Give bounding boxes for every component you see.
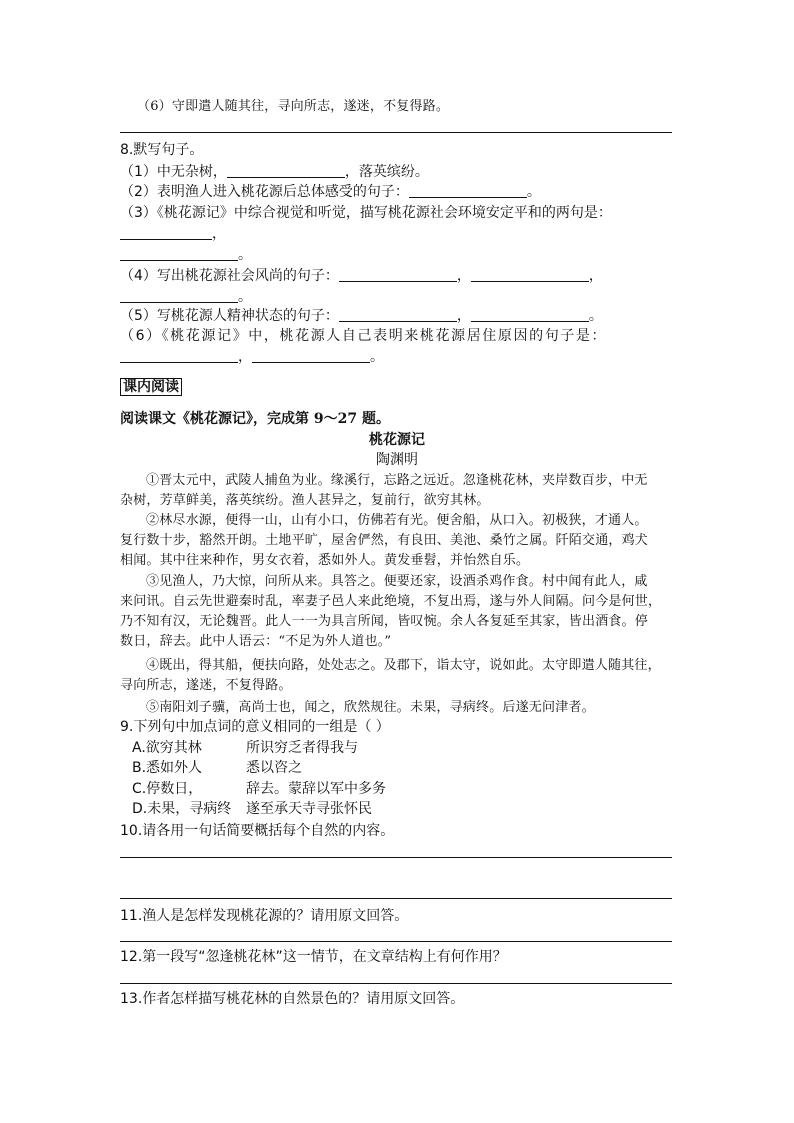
q11-stem: 11.渔人是怎样发现桃花源的？请用原文回答。 <box>120 908 409 924</box>
q8-s5-blank1[interactable] <box>339 307 457 322</box>
q9-option-d-right: 遂至承天寺寻张怀民 <box>246 801 372 817</box>
q8-s3-prompt: （3）《桃花源记》中综合视觉和听觉，描写桃花源社会环境安定平和的两句是： <box>120 205 612 221</box>
q9-option-d-left: D.未果，寻病终 <box>132 801 232 817</box>
q9-option-b-left: B.悉如外人 <box>132 760 203 776</box>
q8-s5 <box>120 306 603 326</box>
section-label-text: 课内阅读 <box>120 378 182 396</box>
q8-s6-prompt: （6）《桃花源记》中，桃花源人自己表明来桃花源居住原因的句子是： <box>120 328 608 344</box>
q8-s3-line1 <box>120 224 226 244</box>
q8-s5-prefix: （5）写桃花源人精神状态的句子： <box>120 308 339 324</box>
q9-option-c-left: C.停数日， <box>132 781 203 797</box>
q9-option-a-right: 所识穷乏者得我与 <box>246 740 358 756</box>
q8-s3-line2 <box>120 245 252 265</box>
q8-s4-blank3[interactable] <box>120 288 238 303</box>
q8-s5-comma: ， <box>456 308 471 324</box>
passage-p1-line2: 杂树，芳草鲜美，落英缤纷。渔人甚异之，复前行，欲穷其林。 <box>120 493 490 508</box>
q8-s6-blank1[interactable] <box>120 348 238 363</box>
passage-p2-line1: ②林尽水源，便得一山，山有小口，仿佛若有光。便舍船，从口入。初极狭，才通人。 <box>146 513 648 528</box>
q10-stem: 10.请各用一句话简要概括每个自然的内容。 <box>120 823 395 839</box>
q8-s3-blank2[interactable] <box>120 246 238 261</box>
q8-s4-prefix: （4）写出桃花源社会风尚的句子： <box>120 268 339 284</box>
q8-s2-prefix: （2）表明渔人进入桃花源后总体感受的句子： <box>120 184 409 200</box>
q8-s3-blank1[interactable] <box>120 225 212 240</box>
q8-s5-end: 。 <box>588 308 603 324</box>
q9-option-d[interactable] <box>132 799 372 819</box>
q9-option-c[interactable] <box>132 779 386 799</box>
q12-answer-line[interactable] <box>120 983 672 984</box>
q8-s3-end: 。 <box>238 247 252 263</box>
passage-p3-line4: 数日，辞去。此中人语云：“不足为外人道也。” <box>120 634 392 649</box>
q8-s5-blank2[interactable] <box>471 307 589 322</box>
q9-stem: 9.下列句中加点词的意义相同的一组是（ ） <box>120 719 390 735</box>
section-label <box>120 377 182 397</box>
q8-title: 8.默写句子。 <box>120 142 204 158</box>
q8-s4-end: 。 <box>238 289 252 305</box>
q9-option-a-left: A.欲穷其林 <box>132 740 202 756</box>
passage-p2-line2: 复行数十步，豁然开朗。土地平旷，屋舍俨然，有良田、美池、桑竹之属。阡陌交通，鸡犬 <box>120 533 649 548</box>
q11-answer-line[interactable] <box>120 941 672 942</box>
passage-title: 桃花源记 <box>369 432 425 448</box>
reading-intro: 阅读课文《桃花源记》，完成第 9～27 题。 <box>120 411 390 427</box>
q8-s4-line2 <box>120 287 252 307</box>
q8-s1-prefix: （1）中无杂树， <box>120 164 227 180</box>
q10-answer-line-2[interactable] <box>120 898 672 899</box>
passage-author: 陶渊明 <box>376 452 418 468</box>
q8-s2-suffix: 。 <box>526 184 541 200</box>
q8-s2 <box>120 182 541 202</box>
passage-p4-line2: 寻向所志，遂迷，不复得路。 <box>120 678 292 693</box>
passage-p3-line1: ③见渔人，乃大惊，问所从来。具答之。便要还家，设酒杀鸡作食。村中闻有此人，咸 <box>146 574 648 589</box>
q8-s1-suffix: ，落英缤纷。 <box>344 164 429 180</box>
answer-line <box>120 132 672 133</box>
passage-p1-line1: ①晋太元中，武陵人捕鱼为业。缘溪行，忘路之远近。忽逢桃花林，夹岸数百步，中无 <box>146 473 648 488</box>
q8-s1-blank[interactable] <box>227 163 345 178</box>
q8-s4-blank2[interactable] <box>471 267 589 282</box>
q9-option-b[interactable] <box>132 758 302 778</box>
passage-p3-line3: 乃不知有汉，无论魏晋。此人一一为具言所闻，皆叹惋。余人各复延至其家，皆出酒食。停 <box>120 614 649 629</box>
q9-option-c-right: 辞去。蒙辞以军中多务 <box>246 781 386 797</box>
q8-s4 <box>120 266 603 286</box>
q12-stem: 12.第一段写“忽逢桃花林”这一情节，在文章结构上有何作用？ <box>120 949 507 965</box>
q8-s6-blank2[interactable] <box>252 348 370 363</box>
passage-p4-line1: ④既出，得其船，便扶向路，处处志之。及郡下，诣太守，说如此。太守即遣人随其往， <box>146 658 661 673</box>
q10-answer-line-1[interactable] <box>120 857 672 858</box>
prev-item-6: （6）守即遣人随其往，寻向所志，遂迷，不复得路。 <box>137 99 450 114</box>
passage-p2-line3: 相闻。其中往来种作，男女衣着，悉如外人。黄发垂髫，并怡然自乐。 <box>120 553 530 568</box>
q9-option-a[interactable] <box>132 738 358 758</box>
q13-stem: 13.作者怎样描写桃花林的自然景色的？请用原文回答。 <box>120 991 465 1007</box>
q8-s4-comma1: ， <box>456 268 471 284</box>
passage-p3-line2: 来问讯。自云先世避秦时乱，率妻子邑人来此绝境，不复出焉，遂与外人间隔。问今是何世， <box>120 594 662 609</box>
q8-s6-line2 <box>120 347 384 367</box>
q8-s4-comma2: ， <box>588 268 603 284</box>
q8-s3-comma: ， <box>212 226 226 242</box>
q8-s1 <box>120 162 429 182</box>
passage-p5-line1: ⑤南阳刘子骥，高尚士也，闻之，欣然规往。未果，寻病终。后遂无问津者。 <box>146 700 595 715</box>
q8-s2-blank[interactable] <box>409 183 527 198</box>
q8-s6-end: 。 <box>370 349 384 365</box>
q8-s6-comma: ， <box>238 349 252 365</box>
q9-option-b-right: 悉以咨之 <box>246 760 302 776</box>
q8-s4-blank1[interactable] <box>339 267 457 282</box>
